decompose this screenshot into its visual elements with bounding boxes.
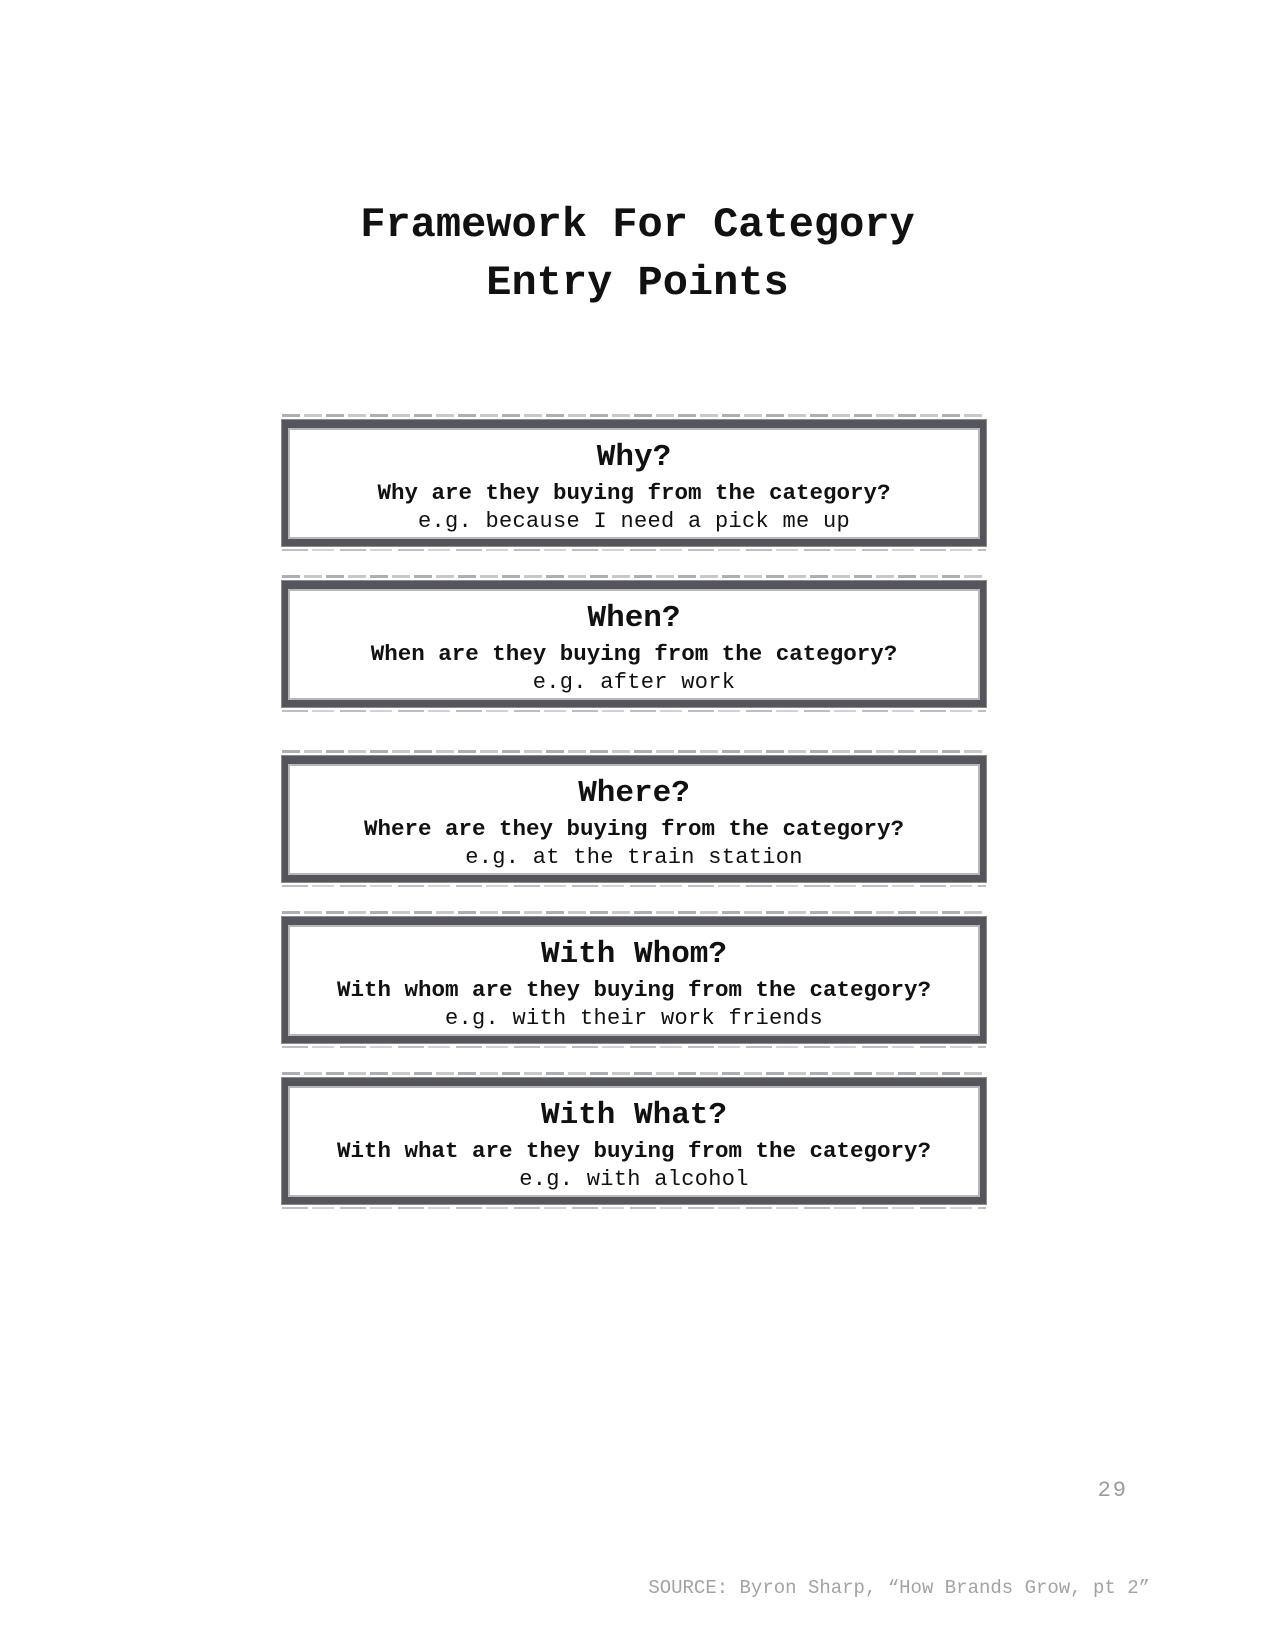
card-example: e.g. after work [532,670,736,695]
card-example: e.g. at the train station [465,845,803,870]
card-example: e.g. with alcohol [519,1167,749,1192]
source-citation: SOURCE: Byron Sharp, “How Brands Grow, pt 2” [648,1577,1150,1599]
card-question: Why are they buying from the category? [377,480,891,506]
card-question: With what are they buying from the category? [336,1138,932,1164]
card-heading: With What? [540,1098,728,1133]
card-heading: When? [587,601,681,636]
card-heading: Why? [596,440,672,475]
card-question: When are they buying from the category? [370,641,898,667]
card-question: With whom are they buying from the category? [336,977,932,1003]
card-heading: With Whom? [540,937,728,972]
entry-point-card-with-whom [282,917,986,1043]
card-example: e.g. because I need a pick me up [417,509,851,534]
card-example: e.g. with their work friends [444,1006,824,1031]
page-title-line-2: Entry Points [486,259,789,307]
page-title-line-1: Framework For Category [360,201,915,249]
card-question: Where are they buying from the category? [363,816,905,842]
page-title [0,196,1275,312]
card-heading: Where? [578,776,690,811]
entry-point-card-when [282,581,986,707]
page-number: 29 [1097,1478,1128,1503]
entry-point-card-with-what [282,1078,986,1204]
entry-point-card-why [282,420,986,546]
entry-point-card-where [282,756,986,882]
